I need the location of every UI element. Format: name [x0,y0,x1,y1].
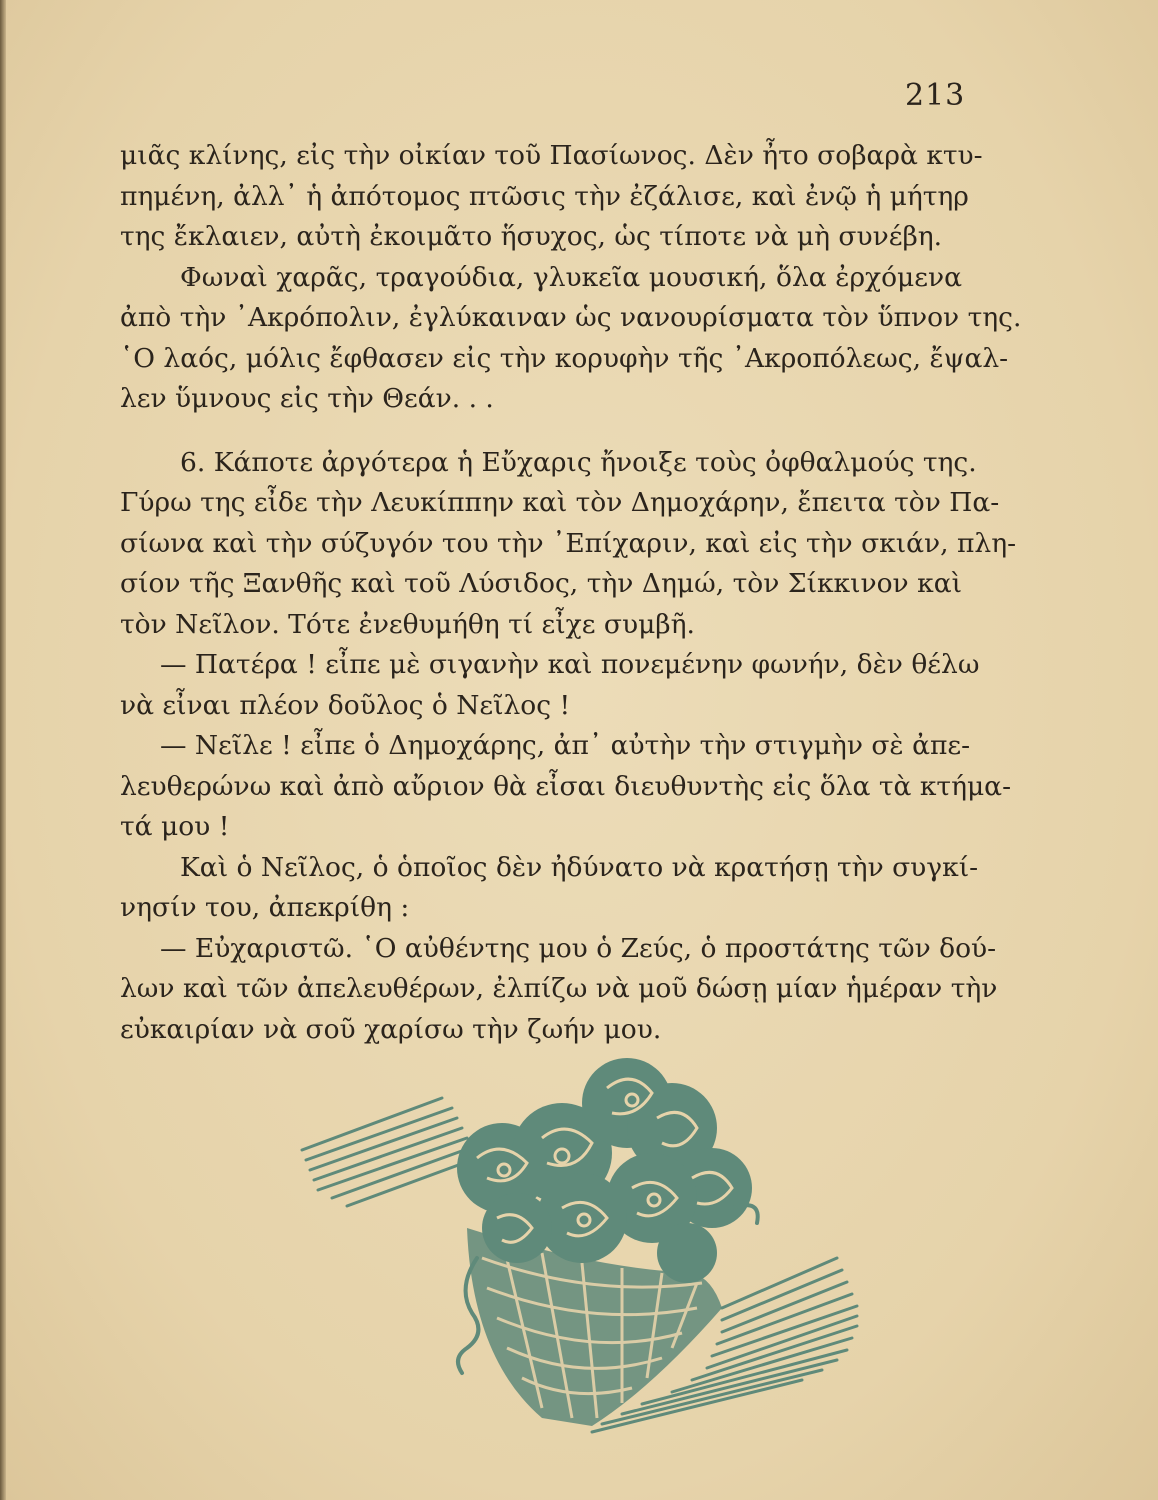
text-line: νησίν του, ἀπεκρίθη : [120,892,410,923]
text-line: εὐκαιρίαν νὰ σοῦ χαρίσω τὴν ζωήν μου. [120,1013,662,1045]
paragraph [120,136,983,258]
dialogue-paragraph [120,726,1012,848]
text-line: λευθερώνω καὶ ἀπὸ αὔριον θὰ εἶσαι διευθυντὴς εἰς ὅλα τὰ κτήμα- [120,770,1012,802]
paragraph [120,443,1017,646]
text-line: μιᾶς κλίνης, εἰς τὴν οἰκίαν τοῦ Πασίωνος. Δὲν ἦτο σοβαρὰ κτυ- [120,140,983,171]
dialogue-paragraph [120,645,980,726]
text-line: — Εὐχαριστῶ. ῾Ο αὐθέντης μου ὁ Ζεύς, ὁ προστάτης τῶν δού- [160,932,997,964]
dialogue-paragraph [120,929,998,1051]
text-line: πημένη, ἀλλ᾽ ἡ ἀπότομος πτῶσις τὴν ἐζάλισε, καὶ ἐνῷ ἡ μήτηρ [120,180,969,212]
body-text [120,136,1022,1050]
text-line: της ἔκλαιεν, αὐτὴ ἐκοιμᾶτο ἥσυχος, ὡς τίποτε νὰ μὴ συνέβη. [120,221,943,252]
text-line: νὰ εἶναι πλέον δοῦλος ὁ Νεῖλος ! [120,689,571,721]
text-line: — Νεῖλε ! εἶπε ὁ Δημοχάρης, ἀπ᾽ αὐτὴν τὴν στιγμὴν σὲ ἀπε- [160,730,971,761]
text-line: τὸν Νεῖλον. Τότε ἐνεθυμήθη τί εἶχε συμβῆ. [120,608,695,640]
page-number: 213 [905,78,966,113]
text-line: — Πατέρα ! εἶπε μὲ σιγανὴν καὶ πονεμένην φωνήν, δὲν θέλω [160,649,980,680]
paragraph [120,848,979,929]
text-line: σίον τῆς Ξανθῆς καὶ τοῦ Λύσιδος, τὴν Δημώ, τὸν Σίκκινον καὶ [120,568,962,599]
section-gap [120,420,962,443]
text-line: ἀπὸ τὴν ᾿Ακρόπολιν, ἐγλύκαιναν ὡς νανουρίσματα τὸν ὕπνον της. [120,302,1022,333]
text-line: τά μου ! [120,811,230,842]
text-line: 6. Κάποτε ἀργότερα ἡ Εὔχαρις ἤνοιξε τοὺς ὀφθαλμούς της. [180,446,977,478]
text-line: Γύρω της εἶδε τὴν Λευκίππην καὶ τὸν Δημοχάρην, ἔπειτα τὸν Πα- [120,487,1000,518]
text-line: ῾Ο λαός, μόλις ἔφθασεν εἰς τὴν κορυφὴν τῆς ᾿Ακροπόλεως, ἔψαλ- [120,342,1009,374]
text-line: σίωνα καὶ τὴν σύζυγόν του τὴν ᾿Επίχαριν, καὶ εἰς τὴν σκιάν, πλη- [120,527,1017,559]
text-line: Φωναὶ χαρᾶς, τραγούδια, γλυκεῖα μουσική, ὅλα ἐρχόμενα [180,261,962,293]
text-line: λων καὶ τῶν ἀπελευθέρων, ἐλπίζω νὰ μοῦ δώσῃ μίαν ἡμέραν τὴν [120,973,998,1004]
page-left-edge [0,0,6,1500]
text-line: λεν ὕμνους εἰς τὴν Θεάν. . . [120,383,494,414]
text-line: Καὶ ὁ Νεῖλος, ὁ ὁποῖος δὲν ἠδύνατο νὰ κρατήσῃ τὴν συγκί- [180,851,979,883]
paragraph [120,258,1022,420]
flower-basket-icon [292,1058,862,1443]
